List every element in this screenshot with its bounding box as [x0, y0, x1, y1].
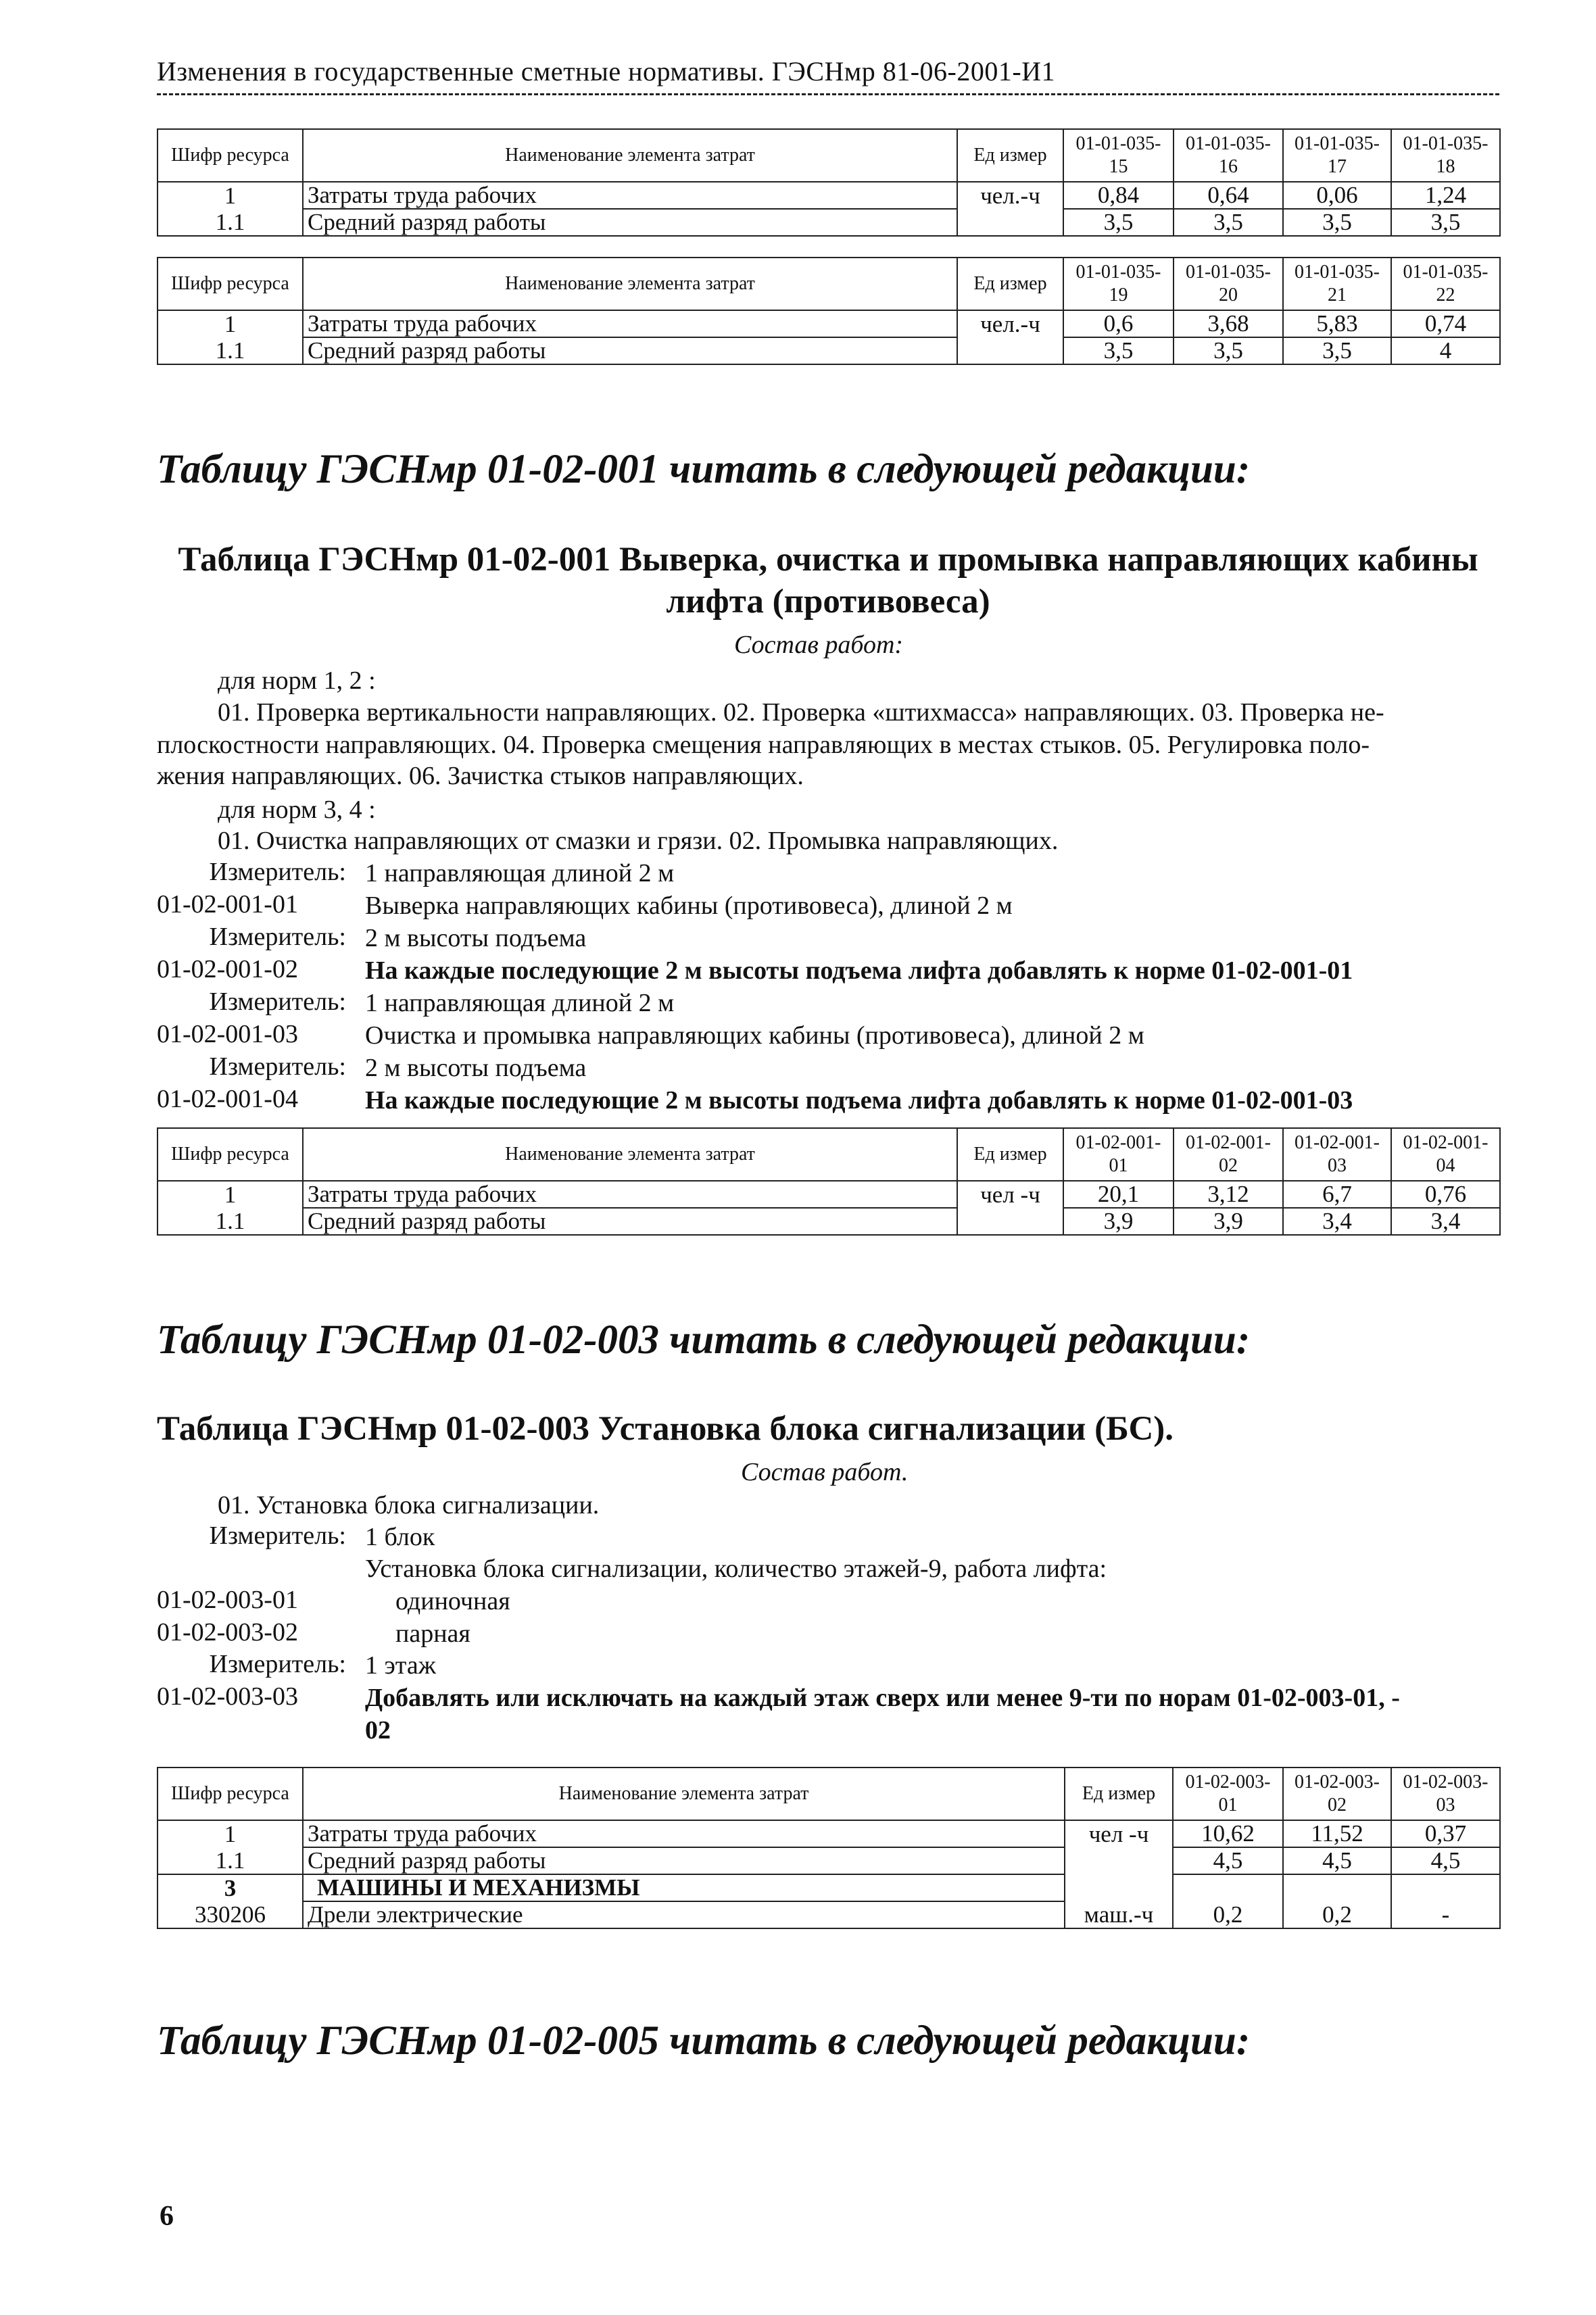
cell-value: 4,5	[1391, 1847, 1500, 1874]
resource-table-b	[157, 257, 1501, 365]
col-header-unit: Ед измер	[957, 258, 1063, 310]
norms-scope: для норм 1, 2 :	[218, 666, 376, 695]
col-header-code: Шифр ресурса	[158, 258, 303, 310]
norm-text-continued: 02	[365, 1716, 391, 1745]
table-row	[158, 1208, 1500, 1235]
col-header-norm: 01-01-035-20	[1174, 258, 1283, 310]
col-header-norm: 01-01-035-22	[1391, 258, 1500, 310]
col-header-name: Наименование элемента затрат	[303, 1128, 957, 1181]
cell-value: 3,9	[1063, 1208, 1174, 1235]
cell-unit	[957, 1208, 1063, 1235]
cell-value: 11,52	[1283, 1820, 1391, 1847]
table-row	[158, 337, 1500, 364]
cell-unit: чел.-ч	[957, 310, 1063, 337]
cell-code: 3	[158, 1874, 303, 1901]
cell-code: 330206	[158, 1901, 303, 1928]
cell-unit	[957, 209, 1063, 236]
cell-value: 3,4	[1391, 1208, 1500, 1235]
cell-code: 1.1	[158, 209, 303, 236]
norm-code: 01-02-001-01	[157, 890, 298, 919]
cell-name: Средний разряд работы	[303, 1847, 1065, 1874]
operations-text: 01. Установка блока сигнализации.	[218, 1491, 600, 1519]
col-header-norm: 01-01-035-17	[1283, 129, 1391, 182]
section-heading: Таблицу ГЭСНмр 01-02-001 читать в следующей редакции:	[157, 447, 1251, 492]
table-row	[158, 1901, 1500, 1928]
table-row	[158, 209, 1500, 236]
table-row	[158, 1874, 1500, 1901]
col-header-unit: Ед измер	[957, 129, 1063, 182]
table-row	[158, 1847, 1500, 1874]
cell-value: 0,2	[1283, 1901, 1391, 1928]
cell-value: 3,5	[1174, 337, 1283, 364]
cell-code: 1	[158, 182, 303, 209]
cell-name: Затраты труда рабочих	[303, 182, 957, 209]
cell-value	[1283, 1874, 1391, 1901]
table-title: Таблица ГЭСНмр 01-02-001 Выверка, очистка и промывка направляющих кабины	[178, 541, 1478, 579]
meter-value: 1 этаж	[365, 1651, 437, 1680]
cell-value: 10,62	[1173, 1820, 1283, 1847]
cell-value: 3,5	[1063, 209, 1174, 236]
running-header: Изменения в государственные сметные нормативы. ГЭСНмр 81-06-2001-И1	[157, 56, 1056, 87]
cell-value: 5,83	[1283, 310, 1391, 337]
norm-text: Добавлять или исключать на каждый этаж сверх или менее 9-ти по норам 01-02-003-01, -	[365, 1684, 1400, 1712]
cell-value: 3,9	[1174, 1208, 1283, 1235]
col-header-norm: 01-02-003-01	[1173, 1768, 1283, 1820]
cell-code: 1	[158, 310, 303, 337]
cell-name: Дрели электрические	[303, 1901, 1065, 1928]
section-heading: Таблицу ГЭСНмр 01-02-005 читать в следующей редакции:	[157, 2018, 1251, 2064]
header-rule	[157, 93, 1499, 95]
cell-value: 0,37	[1391, 1820, 1500, 1847]
table-title: Таблица ГЭСНмр 01-02-003 Установка блока сигнализации (БС).	[157, 1410, 1174, 1448]
cell-value: 3,5	[1283, 337, 1391, 364]
norm-intro: Установка блока сигнализации, количество этажей-9, работа лифта:	[365, 1555, 1107, 1583]
cell-value	[1173, 1874, 1283, 1901]
col-header-code: Шифр ресурса	[158, 1128, 303, 1181]
cell-value: 4,5	[1283, 1847, 1391, 1874]
cell-value: 0,06	[1283, 182, 1391, 209]
norm-code: 01-02-003-01	[157, 1586, 298, 1614]
cell-name: Затраты труда рабочих	[303, 1181, 957, 1208]
norm-text: На каждые последующие 2 м высоты подъема лифта добавлять к норме 01-02-001-03	[365, 1086, 1353, 1115]
cell-value: 20,1	[1063, 1181, 1174, 1208]
norm-text: Выверка направляющих кабины (противовеса), длиной 2 м	[365, 892, 1013, 920]
norm-text: Очистка и промывка направляющих кабины (противовеса), длиной 2 м	[365, 1021, 1144, 1050]
col-header-name: Наименование элемента затрат	[303, 129, 957, 182]
meter-value: 2 м высоты подъема	[365, 1054, 587, 1082]
cell-code: 1.1	[158, 1208, 303, 1235]
cell-unit: чел.-ч	[957, 182, 1063, 209]
cell-value: 6,7	[1283, 1181, 1391, 1208]
norm-code: 01-02-001-03	[157, 1020, 298, 1048]
norm-code: 01-02-001-04	[157, 1085, 298, 1113]
cell-name: Средний разряд работы	[303, 337, 957, 364]
cell-unit: чел -ч	[1065, 1820, 1173, 1847]
cell-code: 1.1	[158, 337, 303, 364]
col-header-unit: Ед измер	[957, 1128, 1063, 1181]
cell-value: 1,24	[1391, 182, 1500, 209]
cell-value: 3,68	[1174, 310, 1283, 337]
cell-value: -	[1391, 1901, 1500, 1928]
cell-value: 3,5	[1391, 209, 1500, 236]
meter-label: Измеритель:	[209, 988, 346, 1016]
work-composition-label: Состав работ.	[741, 1458, 909, 1486]
norms-scope: для норм 3, 4 :	[218, 796, 376, 824]
cell-value: 4,5	[1173, 1847, 1283, 1874]
col-header-norm: 01-02-001-04	[1391, 1128, 1500, 1181]
table-row	[158, 182, 1500, 209]
cell-name: Средний разряд работы	[303, 1208, 957, 1235]
work-composition-label: Состав работ:	[734, 631, 904, 659]
cell-value: 3,5	[1174, 209, 1283, 236]
norm-text: На каждые последующие 2 м высоты подъема лифта добавлять к норме 01-02-001-01	[365, 956, 1353, 985]
cell-value: 0,76	[1391, 1181, 1500, 1208]
table-row	[158, 1181, 1500, 1208]
operations-text: 01. Проверка вертикальности направляющих. 02. Проверка «штихмасса» направляющих. 03. Проверка не-	[218, 698, 1384, 727]
col-header-norm: 01-01-035-15	[1063, 129, 1174, 182]
cell-code: 1	[158, 1181, 303, 1208]
col-header-name: Наименование элемента затрат	[303, 1768, 1065, 1820]
norm-code: 01-02-003-03	[157, 1682, 298, 1711]
cell-value: 3,5	[1283, 209, 1391, 236]
table-title-continued: лифта (противовеса)	[666, 583, 990, 620]
cell-value: 3,5	[1063, 337, 1174, 364]
col-header-norm: 01-02-001-01	[1063, 1128, 1174, 1181]
table-row	[158, 310, 1500, 337]
cell-unit	[957, 337, 1063, 364]
cell-value: 0,84	[1063, 182, 1174, 209]
cell-value: 3,4	[1283, 1208, 1391, 1235]
col-header-code: Шифр ресурса	[158, 1768, 303, 1820]
meter-value: 1 направляющая длиной 2 м	[365, 859, 675, 887]
cell-value: 0,6	[1063, 310, 1174, 337]
cell-value: 0,2	[1173, 1901, 1283, 1928]
col-header-code: Шифр ресурса	[158, 129, 303, 182]
col-header-unit: Ед измер	[1065, 1768, 1173, 1820]
meter-value: 2 м высоты подъема	[365, 924, 587, 952]
meter-label: Измеритель:	[209, 1052, 346, 1081]
norm-text: парная	[395, 1619, 470, 1648]
cell-value: 3,12	[1174, 1181, 1283, 1208]
col-header-norm: 01-01-035-19	[1063, 258, 1174, 310]
col-header-norm: 01-02-001-03	[1283, 1128, 1391, 1181]
section-heading: Таблицу ГЭСНмр 01-02-003 читать в следующей редакции:	[157, 1317, 1251, 1363]
norm-text: одиночная	[395, 1587, 510, 1615]
col-header-name: Наименование элемента затрат	[303, 258, 957, 310]
cell-unit	[1065, 1874, 1173, 1901]
col-header-norm: 01-02-001-02	[1174, 1128, 1283, 1181]
table-row	[158, 1820, 1500, 1847]
cell-value: 0,64	[1174, 182, 1283, 209]
resource-table-c	[157, 1127, 1501, 1236]
operations-text: 01. Очистка направляющих от смазки и грязи. 02. Промывка направляющих.	[218, 827, 1059, 855]
col-header-norm: 01-02-003-03	[1391, 1768, 1500, 1820]
cell-name: Затраты труда рабочих	[303, 310, 957, 337]
cell-unit	[1065, 1847, 1173, 1874]
cell-value	[1391, 1874, 1500, 1901]
page-number: 6	[160, 2201, 174, 2232]
operations-text: жения направляющих. 06. Зачистка стыков направляющих.	[157, 762, 804, 790]
meter-label: Измеритель:	[209, 1521, 346, 1550]
cell-name: Затраты труда рабочих	[303, 1820, 1065, 1847]
norm-code: 01-02-001-02	[157, 955, 298, 983]
meter-label: Измеритель:	[209, 923, 346, 951]
col-header-norm: 01-01-035-16	[1174, 129, 1283, 182]
cell-name: Средний разряд работы	[303, 209, 957, 236]
meter-value: 1 блок	[365, 1523, 435, 1551]
meter-label: Измеритель:	[209, 1650, 346, 1678]
resource-table-d	[157, 1767, 1501, 1929]
cell-unit: маш.-ч	[1065, 1901, 1173, 1928]
cell-code: 1.1	[158, 1847, 303, 1874]
col-header-norm: 01-01-035-21	[1283, 258, 1391, 310]
norm-code: 01-02-003-02	[157, 1618, 298, 1647]
col-header-norm: 01-01-035-18	[1391, 129, 1500, 182]
cell-name: МАШИНЫ И МЕХАНИЗМЫ	[303, 1874, 1065, 1901]
operations-text: плоскостности направляющих. 04. Проверка смещения направляющих в местах стыков. 05. Регулировка поло-	[157, 731, 1370, 759]
meter-label: Измеритель:	[209, 858, 346, 886]
meter-value: 1 направляющая длиной 2 м	[365, 989, 675, 1017]
cell-value: 4	[1391, 337, 1500, 364]
cell-unit: чел -ч	[957, 1181, 1063, 1208]
col-header-norm: 01-02-003-02	[1283, 1768, 1391, 1820]
cell-code: 1	[158, 1820, 303, 1847]
resource-table-a	[157, 128, 1501, 237]
cell-value: 0,74	[1391, 310, 1500, 337]
